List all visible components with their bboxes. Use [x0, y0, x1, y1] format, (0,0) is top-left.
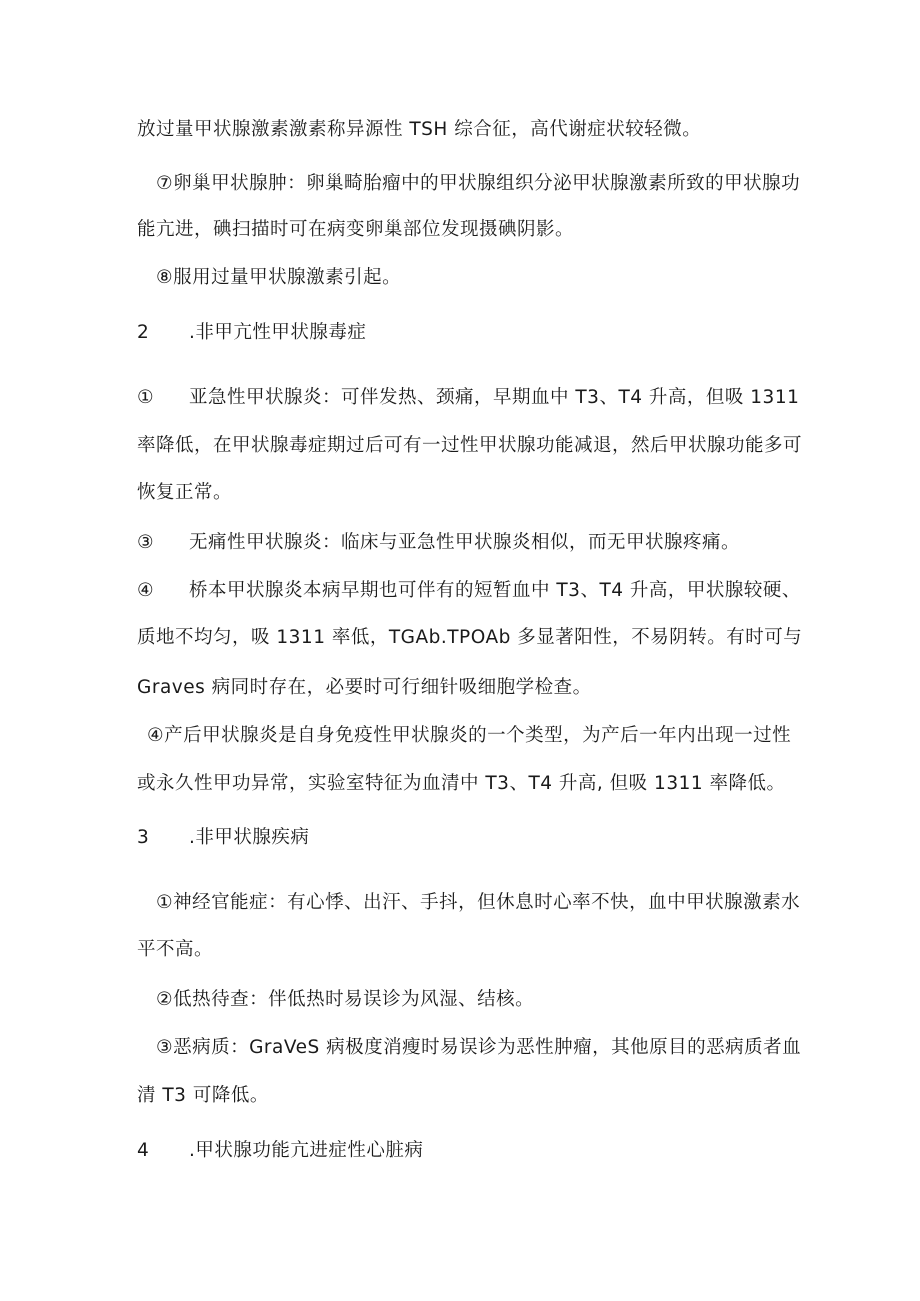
- paragraph-line: 平不高。: [137, 939, 214, 960]
- list-marker: ④: [137, 580, 155, 601]
- section-heading: [137, 320, 366, 346]
- list-item-line: [137, 578, 801, 604]
- paragraph-line: ⑦卵巢甲状腺肿：卵巢畸胎瘤中的甲状腺组织分泌甲状腺激素所致的甲状腺功: [156, 173, 801, 194]
- paragraph-line: ①神经官能症：有心悸、出汗、手抖，但休息时心率不快，血中甲状腺激素水: [156, 892, 801, 913]
- section-number: 4: [137, 1140, 150, 1161]
- list-item-text: 桥本甲状腺炎本病早期也可伴有的短暂血中 T3、T4 升高，甲状腺较硬、: [189, 580, 801, 601]
- section-heading: [137, 1138, 423, 1164]
- list-item-text: 无痛性甲状腺炎：临床与亚急性甲状腺炎相似，而无甲状腺疼痛。: [189, 532, 741, 553]
- section-title: .甲状腺功能亢进症性心脏病: [189, 1140, 424, 1161]
- paragraph-line: ⑧服用过量甲状腺激素引起。: [156, 267, 402, 288]
- section-number: 3: [137, 827, 150, 848]
- paragraph-line: 率降低，在甲状腺毒症期过后可有一过性甲状腺功能减退，然后甲状腺功能多可: [137, 435, 803, 456]
- paragraph-line: ④产后甲状腺炎是自身免疫性甲状腺炎的一个类型，为产后一年内出现一过性: [147, 725, 792, 746]
- list-item-text: 亚急性甲状腺炎：可伴发热、颈痛，早期血中 T3、T4 升高，但吸 1311: [189, 387, 800, 408]
- paragraph-line: ③恶病质：GraVeS 病极度消瘦时易误诊为恶性肿瘤，其他原目的恶病质者血: [156, 1037, 802, 1058]
- paragraph-line: 清 T3 可降低。: [137, 1085, 269, 1106]
- paragraph-line: ②低热待查：伴低热时易误诊为风湿、结核。: [156, 989, 535, 1010]
- paragraph-line: 能亢进，碘扫描时可在病变卵巢部位发现摄碘阴影。: [137, 219, 575, 240]
- paragraph-line: 或永久性甲功异常，实验室特征为血清中 T3、T4 升高, 但吸 1311 率降低。: [137, 773, 786, 794]
- section-title: .非甲状腺疾病: [189, 827, 310, 848]
- list-item-line: [137, 385, 799, 411]
- paragraph-line: 放过量甲状腺激素激素称异源性 TSH 综合征，高代谢症状较轻微。: [137, 119, 702, 140]
- paragraph-line: Graves 病同时存在，必要时可行细针吸细胞学检查。: [137, 677, 592, 698]
- list-marker: ③: [137, 532, 155, 553]
- section-number: 2: [137, 322, 150, 343]
- paragraph-line: 质地不均匀，吸 1311 率低，TGAb.TPOAb 多显著阳性，不易阴转。有时可与: [137, 627, 803, 648]
- list-marker: ①: [137, 387, 155, 408]
- section-heading: [137, 825, 309, 851]
- paragraph-line: 恢复正常。: [137, 482, 233, 503]
- list-item-line: [137, 530, 740, 556]
- section-title: .非甲亢性甲状腺毒症: [189, 322, 367, 343]
